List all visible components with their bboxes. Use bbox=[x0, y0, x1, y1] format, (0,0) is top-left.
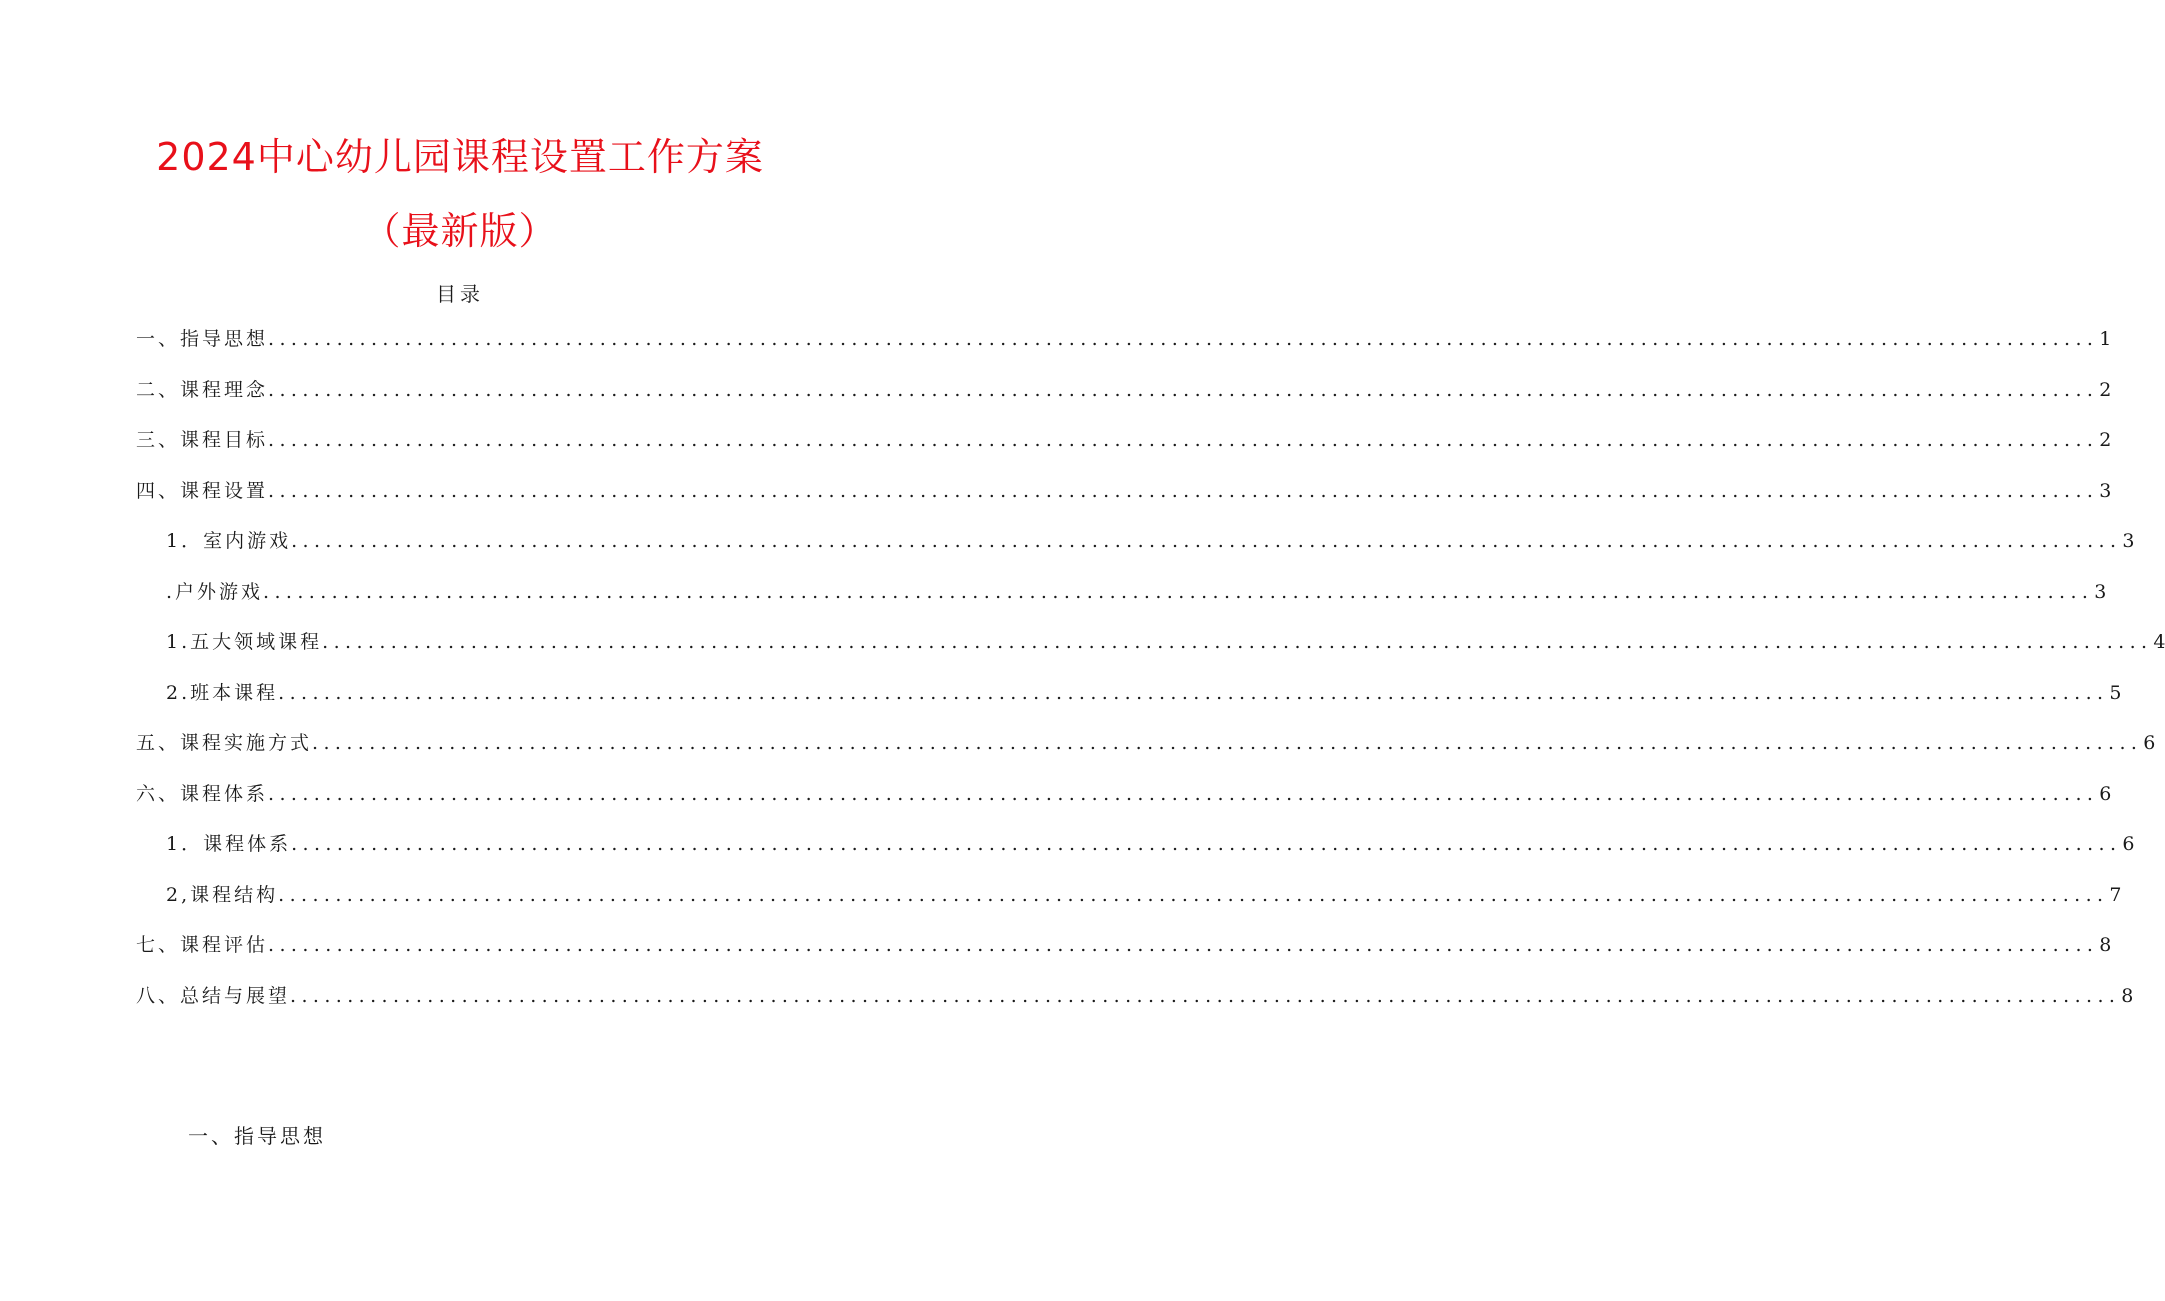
toc-dot-leader: ................................................................................................................................................................ bbox=[268, 328, 2099, 350]
toc-entry-label: 一、指导思想 bbox=[136, 328, 269, 350]
toc-entry-page-number: 6 bbox=[2143, 732, 2156, 754]
toc-entry-page-number: 7 bbox=[2109, 884, 2122, 906]
toc-entry-page-number: 1 bbox=[2099, 328, 2112, 350]
toc-entry-page-number: 5 bbox=[2109, 682, 2122, 704]
toc-entry-page-number: 2 bbox=[2099, 429, 2112, 451]
toc-dot-leader: ................................................................................................................................................................ bbox=[322, 631, 2153, 653]
toc-entry-label: 三、课程目标 bbox=[136, 429, 269, 451]
toc-entry[interactable] bbox=[136, 981, 2134, 1011]
toc-dot-leader: ................................................................................................................................................................ bbox=[291, 530, 2122, 552]
toc-entry[interactable] bbox=[136, 779, 2112, 809]
toc-entry-label: 2.班本课程 bbox=[166, 682, 279, 704]
toc-entry-page-number: 6 bbox=[2122, 833, 2135, 855]
toc-dot-leader: ................................................................................................................................................................ bbox=[312, 732, 2143, 754]
toc-entry-page-number: 8 bbox=[2099, 934, 2112, 956]
section-heading: 一、指导思想 bbox=[188, 1124, 326, 1148]
toc-dot-leader: ................................................................................................................................................................ bbox=[263, 581, 2094, 603]
toc-entry[interactable] bbox=[166, 678, 2122, 708]
document-subtitle: （最新版） bbox=[362, 209, 558, 253]
toc-entry[interactable] bbox=[136, 930, 2112, 960]
toc-entry-label: 五、课程实施方式 bbox=[136, 732, 313, 754]
toc-dot-leader: ................................................................................................................................................................ bbox=[268, 429, 2099, 451]
toc-entry-page-number: 3 bbox=[2094, 581, 2107, 603]
document-title: 2024中心幼儿园课程设置工作方案 bbox=[156, 135, 764, 179]
toc-dot-leader: ................................................................................................................................................................ bbox=[290, 985, 2121, 1007]
toc-entry-page-number: 2 bbox=[2099, 379, 2112, 401]
toc-entry-label: 七、课程评估 bbox=[136, 934, 269, 956]
toc-entry-page-number: 6 bbox=[2099, 783, 2112, 805]
toc-entry[interactable] bbox=[166, 577, 2107, 607]
toc-dot-leader: ................................................................................................................................................................ bbox=[268, 379, 2099, 401]
toc-entry-label: 二、课程理念 bbox=[136, 379, 269, 401]
toc-entry[interactable] bbox=[136, 728, 2156, 758]
toc-entry[interactable] bbox=[136, 425, 2112, 455]
toc-dot-leader: ................................................................................................................................................................ bbox=[291, 833, 2122, 855]
toc-entry[interactable] bbox=[166, 880, 2122, 910]
toc-entry[interactable] bbox=[136, 375, 2112, 405]
toc-entry[interactable] bbox=[136, 476, 2112, 506]
toc-entry[interactable] bbox=[166, 627, 2165, 657]
toc-entry-page-number: 8 bbox=[2121, 985, 2134, 1007]
toc-entry-page-number: 4 bbox=[2153, 631, 2165, 653]
toc-entry-page-number: 3 bbox=[2099, 480, 2112, 502]
toc-entry-label: 八、总结与展望 bbox=[136, 985, 291, 1007]
toc-entry-label: 六、课程体系 bbox=[136, 783, 269, 805]
toc-dot-leader: ................................................................................................................................................................ bbox=[268, 934, 2099, 956]
toc-entry-label: 2,课程结构 bbox=[166, 884, 279, 906]
toc-dot-leader: ................................................................................................................................................................ bbox=[278, 884, 2109, 906]
toc-dot-leader: ................................................................................................................................................................ bbox=[278, 682, 2109, 704]
toc-entry[interactable] bbox=[136, 324, 2112, 354]
toc-entry-label: 四、课程设置 bbox=[136, 480, 269, 502]
toc-entry-label: 1.五大领域课程 bbox=[166, 631, 323, 653]
toc-entry-label: .户外游戏 bbox=[166, 581, 264, 603]
toc-dot-leader: ................................................................................................................................................................ bbox=[268, 480, 2099, 502]
toc-entry-page-number: 3 bbox=[2122, 530, 2135, 552]
toc-entry-label: 1．室内游戏 bbox=[166, 530, 292, 552]
toc-heading: 目录 bbox=[436, 282, 484, 306]
toc-entry[interactable] bbox=[166, 829, 2135, 859]
toc-entry-label: 1．课程体系 bbox=[166, 833, 292, 855]
toc-entry[interactable] bbox=[166, 526, 2135, 556]
toc-dot-leader: ................................................................................................................................................................ bbox=[268, 783, 2099, 805]
